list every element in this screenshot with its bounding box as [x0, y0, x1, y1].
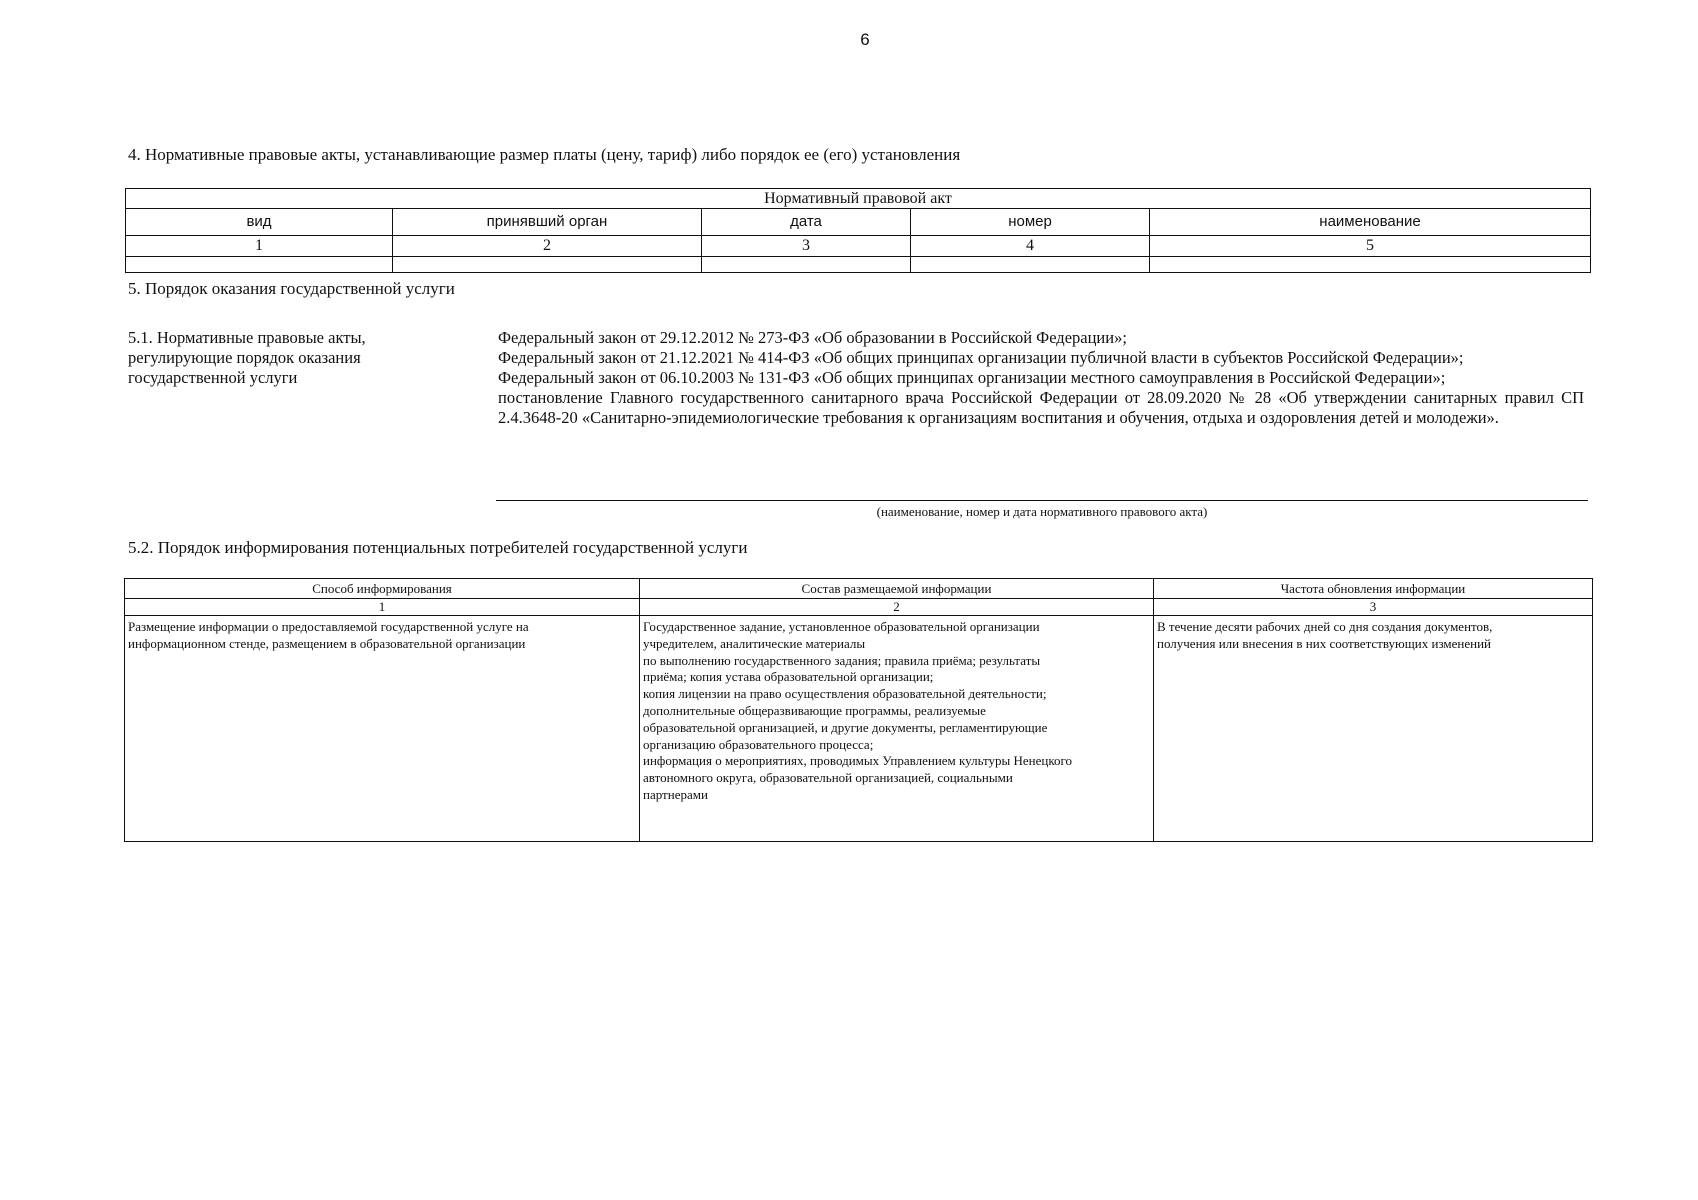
section-5-1-acts-list	[498, 328, 1584, 428]
column-header-frequency: Частота обновления информации	[1154, 579, 1593, 599]
cell-line: получения или внесения в них соответствующих изменений	[1157, 635, 1491, 651]
method-cell	[125, 616, 640, 842]
column-header-issuing-body: принявший орган	[393, 209, 702, 236]
column-number: 1	[126, 236, 393, 257]
table-cell	[702, 257, 911, 273]
cell-line: организацию образовательного процесса;	[643, 736, 874, 752]
frequency-cell	[1154, 616, 1593, 842]
table-cell	[911, 257, 1150, 273]
column-number: 2	[640, 599, 1154, 616]
column-number: 5	[1150, 236, 1591, 257]
act-item: Федеральный закон от 21.12.2021 № 414-ФЗ «Об общих принципах организации публичной власти в субъектов Российской Федерации»;	[498, 348, 1464, 367]
underline-caption: (наименование, номер и дата нормативного правового акта)	[876, 504, 1208, 519]
column-header-content: Состав размещаемой информации	[640, 579, 1154, 599]
act-item: Федеральный закон от 06.10.2003 № 131-ФЗ «Об общих принципах организации местного самоуправления в Российской Федерации»;	[498, 368, 1446, 387]
cell-line: Государственное задание, установленное образовательной организации	[643, 619, 1040, 634]
content-cell	[640, 616, 1154, 842]
section-4-heading: 4. Нормативные правовые акты, устанавливающие размер платы (цену, тариф) либо порядок ее (его) установления	[128, 145, 961, 164]
column-number: 3	[1154, 599, 1593, 616]
column-number: 3	[702, 236, 911, 257]
cell-line: автономного округа, образовательной организацией, социальными	[643, 770, 1013, 786]
label-line: 5.1. Нормативные правовые акты,	[128, 328, 366, 347]
section-5-2-heading: 5.2. Порядок информирования потенциальных потребителей государственной услуги	[128, 538, 748, 557]
section-5-heading: 5. Порядок оказания государственной услуги	[128, 279, 455, 298]
table-row	[126, 257, 1591, 273]
regulatory-acts-fee-table	[125, 188, 1591, 273]
signature-line	[496, 500, 1588, 501]
cell-line: Размещение информации о предоставляемой государственной услуге на	[128, 619, 529, 634]
cell-line: В течение десяти рабочих дней со дня создания документов,	[1157, 619, 1493, 634]
table-title: Нормативный правовой акт	[126, 189, 1591, 209]
column-number: 2	[393, 236, 702, 257]
cell-line: копия лицензии на право осуществления образовательной деятельности;	[643, 686, 1047, 702]
column-header-method: Способ информирования	[125, 579, 640, 599]
label-line: государственной услуги	[128, 368, 298, 387]
table-row	[125, 616, 1593, 842]
table-cell	[126, 257, 393, 273]
column-header-number: номер	[911, 209, 1150, 236]
cell-line: партнерами	[643, 786, 708, 802]
column-number: 4	[911, 236, 1150, 257]
act-item: постановление Главного государственного санитарного врача Российской Федерации от 28.09.2020 № 28 «Об утверждении санитарных правил СП 2.4.3648-20 «Санитарно-эпидемиологические требования к организациям воспитания и обучения, отдыха и оздоровления детей и молодежи».	[498, 388, 1584, 427]
cell-line: учредителем, аналитические материалы	[643, 635, 866, 651]
column-header-date: дата	[702, 209, 911, 236]
cell-line: дополнительные общеразвивающие программы, реализуемые	[643, 702, 986, 718]
table-cell	[1150, 257, 1591, 273]
label-line: регулирующие порядок оказания	[128, 348, 361, 367]
cell-line: информационном стенде, размещением в образовательной организации	[128, 635, 526, 651]
informing-procedure-table	[124, 578, 1593, 842]
column-header-type: вид	[126, 209, 393, 236]
page-number: 6	[860, 30, 870, 49]
table-cell	[393, 257, 702, 273]
column-header-name: наименование	[1150, 209, 1591, 236]
cell-line: приёма; копия устава образовательной организации;	[643, 669, 934, 685]
act-item: Федеральный закон от 29.12.2012 № 273-ФЗ «Об образовании в Российской Федерации»;	[498, 328, 1127, 347]
column-number: 1	[125, 599, 640, 616]
cell-line: образовательной организацией, и другие документы, регламентирующие	[643, 719, 1048, 735]
cell-line: по выполнению государственного задания; правила приёма; результаты	[643, 652, 1041, 668]
section-5-1-label	[128, 328, 458, 388]
cell-line: информация о мероприятиях, проводимых Управлением культуры Ненецкого	[643, 753, 1073, 769]
